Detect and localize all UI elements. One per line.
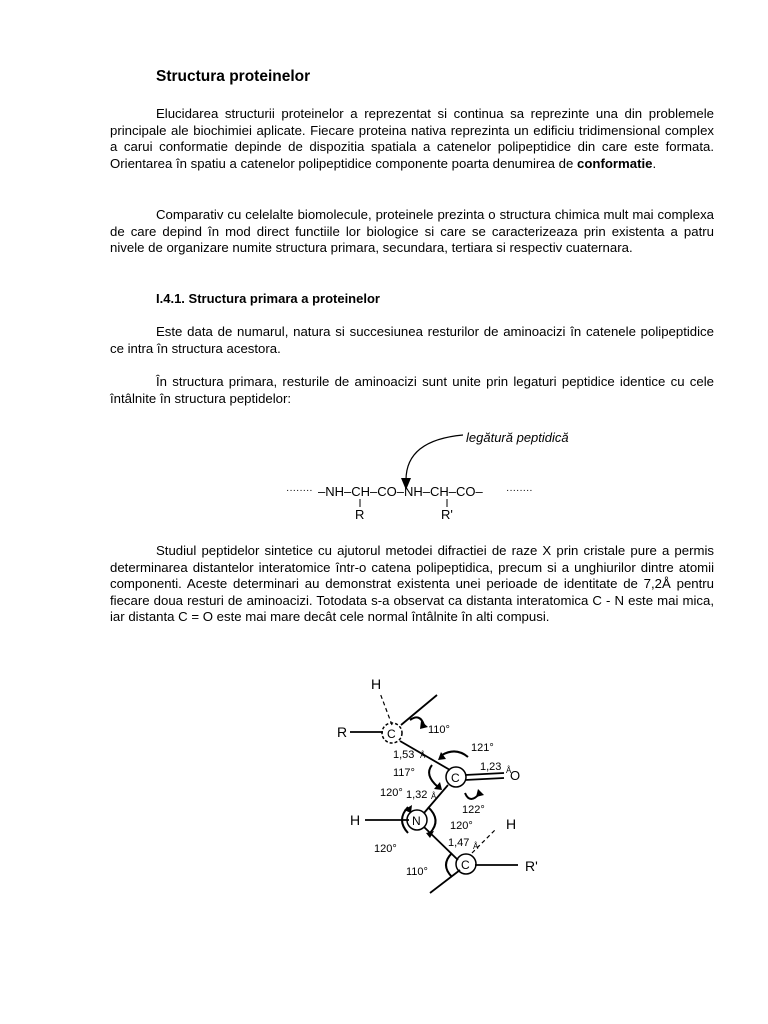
label-dist-132: 1,32 — [406, 789, 428, 801]
peptide-bond-label: legătură peptidică — [466, 430, 569, 445]
paragraph-end: . — [652, 155, 657, 171]
label-o: O — [510, 768, 521, 783]
label-angstrom-147: Å — [473, 842, 479, 851]
peptide-bond-figure — [270, 420, 570, 525]
label-dist-123: 1,23 — [480, 761, 502, 773]
label-dist-147: 1,47 — [448, 837, 470, 849]
label-angle-110-top: 110° — [428, 724, 450, 736]
peptide-chain: –NH–CH–CO–NH–CH–CO– — [318, 484, 483, 499]
label-h-top: H — [371, 676, 382, 692]
substituent-r: R — [355, 507, 365, 522]
chain-dots-right: ········ — [506, 485, 533, 496]
bond-c2-o-1 — [465, 773, 504, 775]
label-angle-110-bottom: 110° — [406, 866, 428, 878]
substituent-r-prime: R' — [441, 507, 453, 522]
label-c2: C — [451, 771, 460, 785]
label-angstrom-123: Å — [506, 766, 512, 775]
chain-dots-left: ········ — [286, 485, 313, 496]
label-dist-153: 1,53 — [393, 749, 415, 761]
label-n: N — [412, 814, 421, 828]
angle-arc-6 — [428, 807, 436, 833]
label-angstrom-132: Å — [431, 792, 437, 801]
angle-arrowhead-1 — [420, 721, 428, 729]
bond-c3-lower — [430, 870, 460, 893]
pointer-arrow — [406, 435, 463, 480]
paragraph-xray-diffraction: Studiul peptidelor sintetice cu ajutorul metodei difractiei de raze X prin cristale pure a permis determinarea distantelor interatomice într-o catena polipeptidica, precum si a unghiurilor dintre atomii componenti. Aceste determinari au demonstrat existenta unei perioade de identitate de 7,2Å pentru fiecare doua resturi de aminoacizi. Totodata s-a observat ca distanta interatomica C - N este mai mica, iar distanta C = O este mai mare decât cele normal întâlnite în alti compusi. — [110, 543, 714, 625]
label-angle-120-left: 120° — [380, 787, 403, 799]
label-c3: C — [461, 858, 470, 872]
label-r: R — [337, 724, 348, 740]
paragraph-text: Elucidarea structurii proteinelor a reprezentat si continua sa reprezinte una din problemele principale ale biochimiei aplicate. Fiecare proteina nativa reprezinta un edificiu tridimensional complex a carui conformatie depinde de dispozitia spatiala a catenelor polipeptidice din care este formata. Orientarea în spatiu a catenelor polipeptidice componente poarta denumirea de — [110, 106, 714, 171]
angle-arc-7 — [446, 853, 452, 877]
bond-c1-h — [380, 693, 392, 725]
label-angstrom-153: Å — [420, 751, 426, 760]
label-angle-122: 122° — [462, 804, 485, 816]
term-conformatie: conformatie — [577, 155, 653, 171]
label-angle-120-right: 120° — [450, 820, 473, 832]
paragraph-organization-levels: Comparativ cu celelalte biomolecule, proteinele prezinta o structura chimica mult mai complexa de care depind în mod direct functiile lor biologice si care se caracterizeaza prin existenta a patru nivele de organizare numite structura primara, secundara, tertiara si respectiv cuaternara. — [110, 207, 714, 256]
angle-arrowhead-4 — [476, 789, 484, 797]
label-angle-117: 117° — [393, 767, 415, 779]
paragraph-conformation — [110, 106, 714, 172]
section-heading: I.4.1. Structura primara a proteinelor — [156, 291, 380, 306]
paragraph-peptide-bonds: În structura primara, resturile de aminoacizi sunt unite prin legaturi peptidice identice cu cele întâlnite în structura peptidelor: — [110, 374, 714, 406]
label-c1: C — [387, 727, 396, 741]
paragraph-primary-definition: Este data de numarul, natura si succesiunea resturilor de aminoacizi în catenele polipeptidice ce intra în structura acestora. — [110, 324, 714, 356]
bond-c2-o-2 — [465, 778, 504, 780]
peptide-geometry-figure — [320, 665, 560, 900]
page-title: Structura proteinelor — [156, 68, 311, 85]
angle-arc-2 — [442, 751, 468, 757]
angle-arc-3 — [429, 765, 438, 787]
bond-c1-upper — [401, 695, 437, 725]
label-r-prime: R' — [525, 858, 538, 874]
label-h-left: H — [350, 812, 361, 828]
label-angle-121: 121° — [471, 742, 494, 754]
label-h-right: H — [506, 816, 517, 832]
label-angle-120-bottom: 120° — [374, 843, 397, 855]
